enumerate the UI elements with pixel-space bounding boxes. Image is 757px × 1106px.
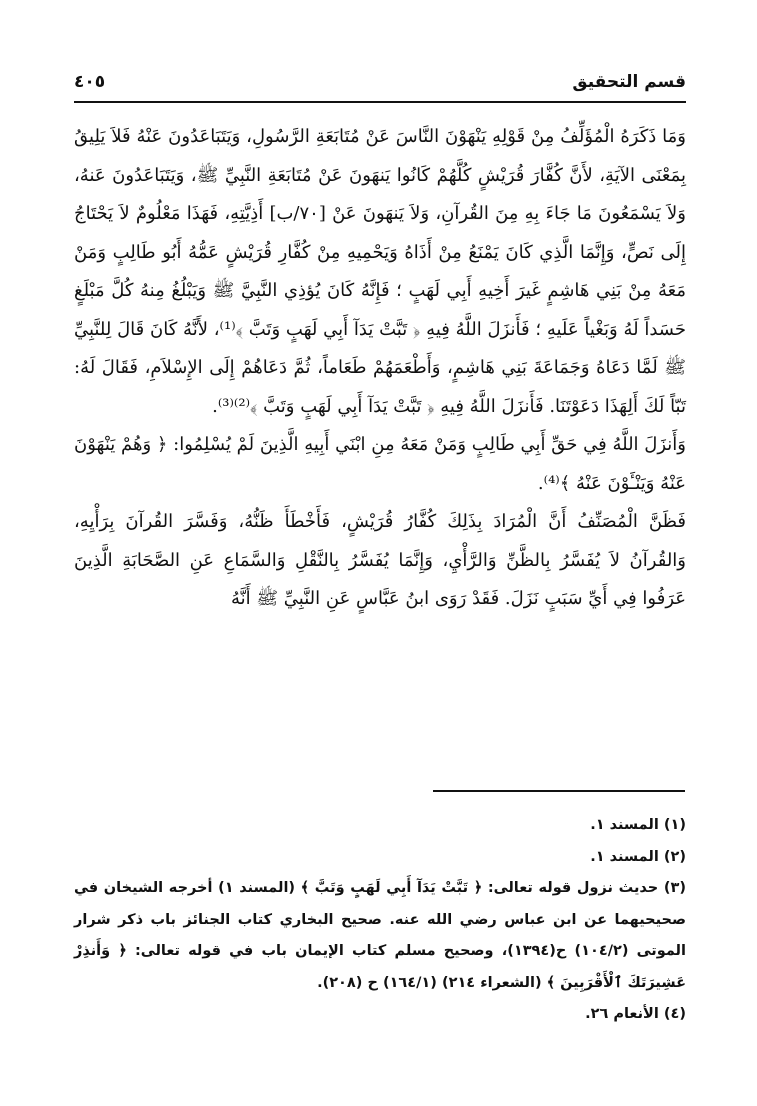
footnote: (٤) الأنعام ٢٦. [585, 1006, 686, 1022]
page-number: ٤٠٥ [74, 72, 106, 92]
paragraph: وَمَا ذَكَرَهُ الْمُؤَلِّفُ مِنْ قَوْلِهِ يَنْهَوْنَ النَّاسَ عَنْ مُتَابَعَةِ الرَّسُولِ، وَيَتَبَاعَدُونَ عَنْهُ فَلاَ يَلِيقُ بِمَعْنَى الآيَةِ، لأَنَّ كُفَّارَ قُرَيْشٍ كُلَّهُمْ كَانُوا يَنهَونَ عَنْ مُتَابَعَةِ النَّبِيِّ ﷺ، وَيَتَبَاعَدُونَ عَنهُ، وَلاَ يَسْمَعُونَ مَا جَاءَ بِهِ مِنَ القُرآنِ، وَلاَ يَنهَونَ عَنْ [٧٠/ب] أَذِيَّتِهِ، فَهَذَا مَعْلُومٌ لاَ يَحْتَاجُ إِلَى نَصٍّ، وَإِنَّمَا الَّذِي كَانَ يَمْنَعُ مِنْ أَذَاهُ وَيَحْمِيهِ مِنْ كُفَّارِ قُرَيْشٍ عَمُّهُ أَبُو طَالِبٍ وَمَنْ مَعَهُ مِنْ بَنِي هَاشِمٍ غَيرَ أَخِيهِ أَبِي لَهَبٍ ؛ فَإِنَّهُ كَانَ يُؤذِي النَّبِيَّ ﷺ وَيَبْلُغُ مِنهُ كُلَّ مَبْلَغٍ حَسَداً لَهُ وَبَغْياً عَلَيهِ ؛ فَأَنزَلَ اللَّهُ فِيهِ ﴿ تَبَّتْ يَدَآ أَبِي لَهَبٍ وَتَبَّ ﴾⁽¹⁾، لأَنَّهُ كَانَ قَالَ لِلنَّبِيِّ ﷺ لَمَّا دَعَاهُ وَجَمَاعَةَ بَنِي هَاشِمٍ، وَأَطْعَمَهُمْ طَعَاماً، ثُمَّ دَعَاهُمْ إِلَى الإِسْلاَمِ، فَقَالَ لَهُ: تَبّاً لَكَ أَلِهَذَا دَعَوْتَنَا. فَأَنزَلَ اللَّهُ فِيهِ ﴿ تَبَّتْ يَدَآ أَبِي لَهَبٍ وَتَبَّ ﴾⁽²⁾⁽³⁾. [74, 126, 686, 417]
footnote: (٢) المسند ١. [590, 848, 686, 865]
paragraph: وَأَنزَلَ اللَّهُ فِي حَقِّ أَبِي طَالِبٍ وَمَنْ مَعَهُ مِنِ ابْنَي أَبِيهِ الَّذِينَ لَمْ يُسْلِمُوا: ﴿ وَهُمْ يَنْهَوْنَ عَنْهُ وَيَنْـَٔوْنَ عَنْهُ ﴾⁽⁴⁾. [74, 434, 686, 494]
section-title: قسم التحقيق [572, 72, 686, 92]
paragraph: فَظَنَّ الْمُصَنِّفُ أَنَّ الْمُرَادَ بِذَلِكَ كُفَّارُ قُرَيْشٍ، فَأَخْطَأَ ظَنُّهُ، وَفَسَّرَ القُرآنَ بِرَأْيِهِ، وَالقُرآنُ لاَ يُفَسَّرُ بِالظَّنِّ وَالرَّأْيِ، وَإِنَّمَا يُفَسَّرُ بِالنَّقْلِ وَالسَّمَاعِ عَنِ الصَّحَابَةِ الَّذِينَ عَرَفُوا فِي أَيِّ سَبَبٍ نَزَلَ. فَقَدْ رَوَى ابنُ عَبَّاسٍ عَنِ النَّبِيِّ ﷺ أَنَّهُ [74, 511, 686, 609]
footnotes [74, 810, 686, 1031]
main-text [74, 118, 686, 619]
footnote: (٣) حديث نزول قوله تعالى: ﴿ تَبَّتْ يَدَآ أَبِي لَهَبٍ وَتَبَّ ﴾ (المسند ١) أخرجه الشيخان في صحيحيهما عن ابن عباس رضي الله عنه. صحيح البخاري كتاب الجنائز باب ذكر شرار الموتى (١٠٤/٢) ح(١٣٩٤)، وصحيح مسلم كتاب الإيمان باب في قوله تعالى: ﴿ وَأَنذِرْ عَشِيرَتَكَ ٱلْأَقْرَبِينَ ﴾ (الشعراء ٢١٤) (١٦٤/١) ح (٢٠٨). [74, 880, 686, 991]
footnote-separator [433, 790, 685, 792]
running-header [74, 70, 686, 98]
header-rule [74, 101, 686, 103]
footnote: (١) المسند ١. [590, 817, 686, 833]
